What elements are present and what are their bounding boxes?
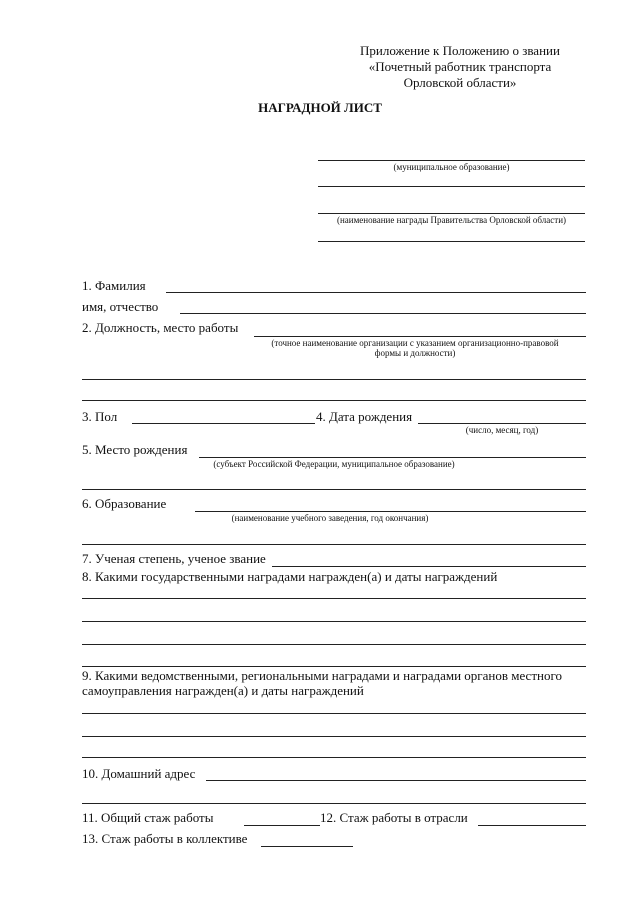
surname-label: 1. Фамилия xyxy=(82,278,146,293)
document-title: НАГРАДНОЙ ЛИСТ xyxy=(258,100,382,115)
home-address-label: 10. Домашний адрес xyxy=(82,766,196,781)
municipality-caption: (муниципальное образование) xyxy=(393,162,510,172)
birth-date-label: 4. Дата рождения xyxy=(316,409,413,424)
award-line[interactable] xyxy=(318,213,585,214)
regional-awards-label-2: самоуправления награжден(а) и даты награждений xyxy=(82,683,364,698)
position-label: 2. Должность, место работы xyxy=(82,320,239,335)
birth-place-extra-line[interactable] xyxy=(82,489,586,490)
position-line[interactable] xyxy=(254,336,586,337)
header-line-2: «Почетный работник транспорта xyxy=(368,59,552,74)
position-caption-1: (точное наименование организации с указанием организационно-правовой xyxy=(271,338,559,348)
education-line[interactable] xyxy=(195,511,586,512)
award-line-2[interactable] xyxy=(318,241,585,242)
position-extra-line-1[interactable] xyxy=(82,379,586,380)
education-label: 6. Образование xyxy=(82,496,167,511)
home-address-line[interactable] xyxy=(206,780,586,781)
header-line-3: Орловской области» xyxy=(403,75,517,90)
header-line-1: Приложение к Положению о звании xyxy=(360,43,560,58)
education-extra-line[interactable] xyxy=(82,544,586,545)
regional-awards-label-1: 9. Какими ведомственными, региональными наградами и наградами органов местного xyxy=(82,668,562,683)
state-awards-line-3[interactable] xyxy=(82,644,586,645)
position-caption-2: формы и должности) xyxy=(374,348,456,358)
state-awards-line-4[interactable] xyxy=(82,666,586,667)
regional-awards-line-2[interactable] xyxy=(82,736,586,737)
municipality-line[interactable] xyxy=(318,160,585,161)
gender-label: 3. Пол xyxy=(82,409,118,424)
team-experience-line[interactable] xyxy=(261,846,353,847)
education-caption: (наименование учебного заведения, год окончания) xyxy=(231,513,429,523)
state-awards-line-2[interactable] xyxy=(82,621,586,622)
name-patronymic-line[interactable] xyxy=(180,313,586,314)
birth-place-line[interactable] xyxy=(199,457,586,458)
birth-place-label: 5. Место рождения xyxy=(82,442,188,457)
state-awards-label: 8. Какими государственными наградами награжден(а) и даты награждений xyxy=(82,569,498,584)
name-patronymic-label: имя, отчество xyxy=(82,299,159,314)
degree-label: 7. Ученая степень, ученое звание xyxy=(82,551,266,566)
birth-place-caption: (субъект Российской Федерации, муниципальное образование) xyxy=(213,459,455,469)
regional-awards-line-1[interactable] xyxy=(82,713,586,714)
industry-experience-label: 12. Стаж работы в отрасли xyxy=(320,810,468,825)
total-experience-line[interactable] xyxy=(244,825,320,826)
birth-date-caption: (число, месяц, год) xyxy=(465,425,539,435)
home-address-extra-line[interactable] xyxy=(82,803,586,804)
industry-experience-line[interactable] xyxy=(478,825,586,826)
degree-line[interactable] xyxy=(272,566,586,567)
award-caption: (наименование награды Правительства Орловской области) xyxy=(336,215,567,225)
position-extra-line-2[interactable] xyxy=(82,400,586,401)
birth-date-line[interactable] xyxy=(418,423,586,424)
team-experience-label: 13. Стаж работы в коллективе xyxy=(82,831,248,846)
state-awards-line-1[interactable] xyxy=(82,598,586,599)
total-experience-label: 11. Общий стаж работы xyxy=(82,810,214,825)
regional-awards-line-3[interactable] xyxy=(82,757,586,758)
surname-line[interactable] xyxy=(166,292,586,293)
municipality-line-2[interactable] xyxy=(318,186,585,187)
gender-line[interactable] xyxy=(132,423,315,424)
